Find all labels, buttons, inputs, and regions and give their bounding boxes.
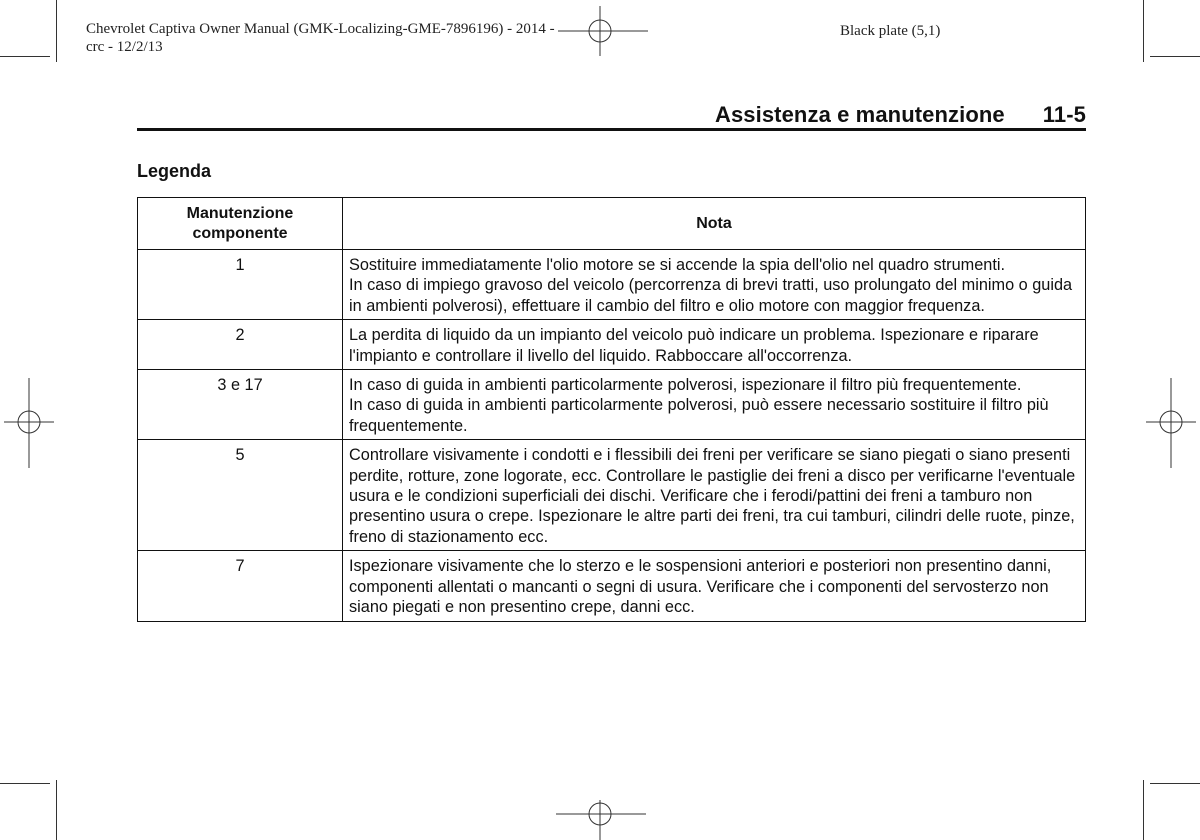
table-row [138,320,1086,370]
crop-mark [0,783,50,784]
column-header-component: Manutenzione componente [138,198,343,250]
note-paragraph: Sostituire immediatamente l'olio motore se si accende la spia dell'olio nel quadro strumenti. [349,256,1005,274]
component-cell: 5 [138,440,343,551]
legend-table [137,197,1086,622]
print-header [86,20,555,56]
header-rule [137,128,1086,131]
section-title: Legenda [137,161,212,181]
table-header-row [138,198,1086,250]
registration-mark-bottom [556,800,646,840]
note-cell [343,370,1086,440]
crop-mark [0,56,50,57]
column-header-note: Nota [343,198,1086,250]
registration-mark-right [1146,378,1196,468]
crop-mark [1143,780,1144,840]
component-cell: 2 [138,320,343,370]
registration-mark-left [4,378,54,468]
note-cell [343,440,1086,551]
note-paragraph: Ispezionare visivamente che lo sterzo e le sospensioni anteriori e posteriori non presentino danni, componenti allentati o mancanti o segni di usura. Verificare che i componenti del servosterzo non siano piegati e non presentino crepe, danni ecc. [349,557,1052,617]
component-cell: 7 [138,551,343,621]
note-cell [343,320,1086,370]
crop-mark [1143,0,1144,62]
page-number: 11-5 [1042,102,1086,127]
note-cell [343,250,1086,320]
table-row [138,250,1086,320]
note-paragraph: In caso di guida in ambienti particolarmente polverosi, ispezionare il filtro più frequentemente. [349,376,1022,395]
print-header-line1: Chevrolet Captiva Owner Manual (GMK-Localizing-GME-7896196) - 2014 - [86,21,555,37]
note-paragraph: In caso di impiego gravoso del veicolo (percorrenza di brevi tratti, uso prolungato del minimo o guida in ambienti polverosi), effettuare il cambio del filtro e olio motore con maggior frequenza. [349,276,1073,315]
crop-mark [1150,783,1200,784]
table-row [138,370,1086,440]
component-cell: 1 [138,250,343,320]
crop-mark [56,780,57,840]
plate-label: Black plate (5,1) [840,23,941,39]
chapter-title: Assistenza e manutenzione [714,102,1005,127]
component-cell: 3 e 17 [138,370,343,440]
registration-mark-top [558,6,648,56]
table-row [138,440,1086,551]
note-cell [343,551,1086,621]
table-row [138,551,1086,621]
note-paragraph: In caso di guida in ambienti particolarmente polverosi, può essere necessario sostituire il filtro più frequentemente. [349,396,1049,435]
print-header-line2: crc - 12/2/13 [86,39,163,55]
note-paragraph: La perdita di liquido da un impianto del veicolo può indicare un problema. Ispezionare e riparare l'impianto e controllare il livello del liquido. Rabboccare all'occorrenza. [349,326,1039,365]
page-title [715,102,1086,128]
note-paragraph: Controllare visivamente i condotti e i flessibili dei freni per verificare se siano piegati o siano presenti perdite, rotture, zone logorate, ecc. Controllare le pastiglie dei freni a disco per verificarne l'eventuale usura e le condizioni superficiali dei dischi. Verificare che i ferodi/pattini dei freni a tamburo non presentino usura o crepe. Ispezionare le altre parti dei freni, tra cui tamburi, cilindri delle ruote, pinze, freno di stazionamento ecc. [349,446,1076,546]
crop-mark [1150,56,1200,57]
crop-mark [56,0,57,62]
